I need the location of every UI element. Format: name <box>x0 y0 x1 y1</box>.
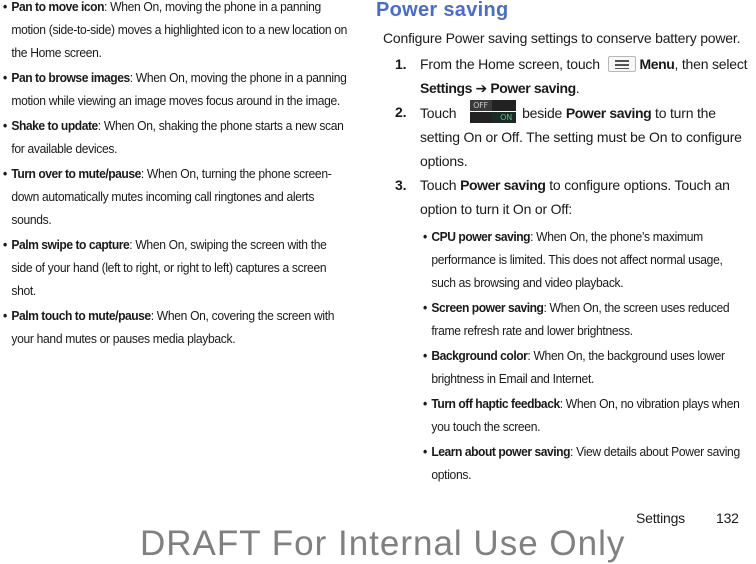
page-number: 132 <box>716 510 739 526</box>
list-item <box>3 66 347 112</box>
list-item <box>3 304 347 350</box>
step-text: From the Home screen, touch <box>420 56 600 72</box>
bullet-icon: • <box>423 396 427 411</box>
option-desc: : When On, moving the phone in a panning motion (side-to-side) moves a highlighted icon to a new location on the Home screen. <box>11 0 348 60</box>
option-desc: : When On, covering the screen with your hand mutes or pauses media playback. <box>11 308 335 346</box>
option-term: Shake to update <box>11 118 98 133</box>
option-desc: : When On, no vibration plays when you touch the screen. <box>431 396 740 434</box>
step-1 <box>376 52 754 100</box>
option-term: Palm swipe to capture <box>11 237 130 252</box>
footer-section-label: Settings <box>636 510 685 526</box>
bullet-icon: • <box>423 444 427 459</box>
option-desc: : When On, the screen uses reduced frame refresh rate and lower brightness. <box>431 300 730 338</box>
step-text: to configure options. Touch an option to turn it On or Off: <box>420 177 730 217</box>
step-3 <box>376 173 754 221</box>
bullet-icon: • <box>3 308 7 323</box>
option-term: Learn about power saving <box>431 444 571 459</box>
settings-path: Settings ➔ Power saving <box>420 80 576 96</box>
list-item <box>3 233 347 302</box>
option-term: Pan to browse images <box>11 70 130 85</box>
bullet-icon: • <box>3 237 7 252</box>
list-item <box>3 0 347 64</box>
bullet-icon: • <box>423 348 427 363</box>
section-intro: Configure Power saving settings to conserve battery power. <box>383 30 741 46</box>
list-item <box>3 114 347 160</box>
steps-list <box>376 52 754 221</box>
step-text: beside <box>522 105 563 121</box>
option-term: Palm touch to mute/pause <box>11 308 151 323</box>
step-text: . <box>575 80 580 96</box>
step-number: 1. <box>395 56 407 72</box>
bullet-icon: • <box>3 166 7 181</box>
bullet-icon: • <box>423 229 427 244</box>
step-number: 3. <box>395 177 407 193</box>
left-column <box>3 0 348 352</box>
step-number: 2. <box>395 104 407 120</box>
option-term: CPU power saving <box>431 229 531 244</box>
step-text: Touch <box>420 177 457 193</box>
draft-watermark: DRAFT For Internal Use Only <box>140 524 626 563</box>
option-term: Screen power saving <box>431 300 544 315</box>
list-item <box>423 225 749 294</box>
option-term: Pan to move icon <box>11 0 105 14</box>
bullet-icon: • <box>3 70 7 85</box>
bullet-icon: • <box>423 300 427 315</box>
motion-options-list <box>3 0 348 350</box>
power-saving-label: Power saving <box>565 105 652 121</box>
power-options-list <box>376 225 754 486</box>
list-item <box>423 440 749 486</box>
step-text: to turn the setting On or Off. The setting must be On to configure options. <box>420 105 742 169</box>
right-column <box>376 0 754 488</box>
option-term: Background color <box>431 348 528 363</box>
menu-icon <box>608 56 636 72</box>
option-desc: : When On, the background uses lower brightness in Email and Internet. <box>431 348 725 386</box>
power-saving-label: Power saving <box>460 177 546 193</box>
option-term: Turn over to mute/pause <box>11 166 141 181</box>
toggle-on-label: ON <box>470 112 516 123</box>
option-term: Turn off haptic feedback <box>431 396 560 411</box>
step-text: , then select <box>674 56 748 72</box>
list-item <box>3 162 347 231</box>
option-desc: : When On, swiping the screen with the side of your hand (left to right, or right to left) captures a screen shot. <box>11 237 327 298</box>
option-desc: : View details about Power saving options. <box>431 444 740 482</box>
list-item <box>423 296 749 342</box>
bullet-icon: • <box>3 0 7 14</box>
option-desc: : When On, the phone’s maximum performance is limited. This does not affect normal usage, such as browsing and video playback. <box>431 229 723 290</box>
step-2 <box>376 100 754 173</box>
option-desc: : When On, shaking the phone starts a new scan for available devices. <box>11 118 344 156</box>
option-desc: : When On, moving the phone in a panning motion while viewing an image moves focus around in the image. <box>11 70 347 108</box>
menu-label: Menu <box>639 56 675 72</box>
toggle-off-label: OFF <box>470 100 516 111</box>
power-saving-toggle-icon <box>470 100 516 124</box>
list-item <box>423 392 749 438</box>
step-text: Touch <box>420 105 457 121</box>
option-desc: : When On, turning the phone screen-down automatically mutes incoming call ringtones and alerts sounds. <box>11 166 332 227</box>
section-title: Power saving <box>376 0 509 21</box>
bullet-icon: • <box>3 118 7 133</box>
list-item <box>423 344 749 390</box>
